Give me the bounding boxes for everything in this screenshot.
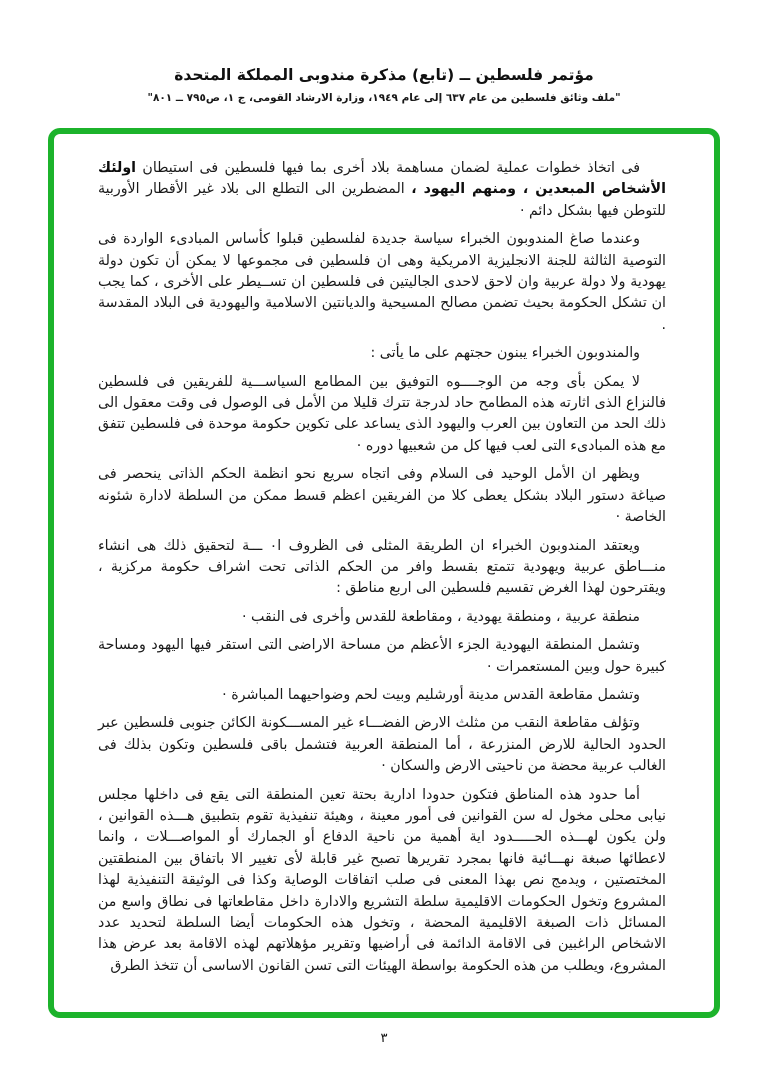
paragraph-text: وعندما صاغ المندوبون الخبراء سياسة جديدة لفلسطين قبلوا كأساس المبادىء الواردة فى التوصية الثالثة للجنة الانجليزية الامريكية وهى ان فلسطين فى مجموعها لا يمكن أن تكون دولة يهودية ولا دولة عربية وان لاحق لاحدى الجاليتين فى فلسطين ان تســيطر على الأخرى ، كما يجب ان تشكل الحكومة بحيث تضمن مصالح المسيحية والديانتين الاسلامية واليهودية فى البلاد المقدسة . xyxy=(98,231,666,333)
paragraph-text: والمندوبون الخبراء يبنون حجتهم على ما يأتى : xyxy=(370,345,640,362)
paragraph-text: أما حدود هذه المناطق فتكون حدودا ادارية بحتة تعين المنطقة التى يقع فى داخلها مجلس نيابى محلى مخول له سن القوانين فى أمور معينة ، وهيئة تنفيذية تقوم بتطبيق هـــذه القوانين ، ولن يكون لهـــذه الحـــــدود اية أهمية من ناحية الدفاع أو الجمارك أو المواصـــلات ، وانما لاعطائها صبغة نهـــائية فانها بمجرد تقريرها تصبح غير قابلة لأى تغيير الا باتفاق بين المنطقتين المختصتين ، ويدمج نص بهذا المعنى فى صلب اتفاقات الوصاية وكذا فى الوثيقة التنفيذية لهذا المشروع وتخول الحكومات الاقليمية سلطة التشريع والادارة داخل مقاطعاتها فى نطاق واسع من المسائل ذات الصبغة الاقليمية المحضة ، وتخول هذه الحكومات أيضا السلطة لتحديد عدد الاشخاص الراغبين فى الاقامة الدائمة فى أراضيها وتقرير مؤهلاتهم لهذه الاقامة بعد عرض هذا المشروع، ويطلب من هذه الحكومة بواسطة الهيئات التى تسن القانون الاساسى أن تتخذ الطرق xyxy=(98,786,666,974)
paragraph-text: لا يمكن بأى وجه من الوجــــوه التوفيق بين المطامع السياســـية للفريقين فى فلسطين فالنزاع الذى اثارته هذه المطامح حاد لدرجة تترك قليلا من الأمل فى الوصول فى وقت معقول الى ذلك الحد من التعاون بين العرب واليهود الذى يساعد على تكوين حكومة موحدة فى فلسطين تتفق مع هذه المبادىء التى لعب فيها كل من شعبيها دوره · xyxy=(98,373,666,454)
document-header xyxy=(0,66,768,104)
paragraph-text: ويظهر ان الأمل الوحيد فى السلام وفى اتجاه سريع نحو انظمة الحكم الذاتى ينحصر فى صياغة دستور البلاد بشكل يعطى كلا من الفريقين اعظم قسط ممكن من السلطة لادارة شئونه الخاصة · xyxy=(98,466,666,526)
highlight-border-box xyxy=(48,128,720,1018)
paragraph-text: فى اتخاذ خطوات عملية لضمان مساهمة بلاد أخرى بما فيها فلسطين فى استيطان xyxy=(136,160,640,176)
paragraph-text: وتشمل مقاطعة القدس مدينة أورشليم وبيت لحم وضواحيهما المباشرة · xyxy=(222,686,640,703)
paragraph-text: منطقة عربية ، ومنطقة يهودية ، ومقاطعة للقدس وأخرى فى النقب · xyxy=(242,608,640,625)
paragraph xyxy=(98,464,666,528)
paragraph xyxy=(98,685,666,706)
paragraph xyxy=(98,785,666,978)
paragraph xyxy=(98,158,666,222)
paragraph-bold-text: اولئك الأشخاص المبعدين ، ومنهم اليهود ، xyxy=(98,160,666,198)
paragraph xyxy=(98,372,666,458)
paragraph-text: وتشمل المنطقة اليهودية الجزء الأعظم من مساحة الاراضى التى استقر فيها اليهود ومساحة كبيرة حول وبين المستعمرات · xyxy=(98,637,666,675)
paragraph-text: وتؤلف مقاطعة النقب من مثلث الارض الفضـــاء غير المســـكونة الكائن جنوبى فلسطين عبر الحدود الحالية للارض المنزرعة ، أما المنطقة العربية فتشمل باقى فلسطين وتكون بذلك فى الغالب عربية محضة من ناحيتى الارض والسكان · xyxy=(98,715,666,775)
paragraph xyxy=(98,536,666,600)
paragraph-text: المضطرين الى التطلع الى بلاد غير الأقطار الأوربية للتوطن فيها بشكل دائم · xyxy=(98,181,666,219)
paragraph-text: ويعتقد المندوبون الخبراء ان الطريقة المثلى فى الظروف ا٠ ـــة لتحقيق ذلك هى انشاء منـــاطق عربية ويهودية تتمتع بقسط وافر من الحكم الذاتى تحت اشراف حكومة مركزية ، ويقترحون لهذا الغرض تقسيم فلسطين الى اربع مناطق : xyxy=(98,537,666,597)
page-number: ٣ xyxy=(380,1031,388,1046)
document-title: مؤتمر فلسطين ــ (تابع) مذكرة مندوبى المملكة المتحدة xyxy=(174,66,594,84)
paragraph xyxy=(98,607,666,628)
document-source-citation: "ملف وثائق فلسطين من عام ٦٣٧ إلى عام ١٩٤٩، وزارة الارشاد القومى، ج ١، ص٧٩٥ ــ ٨٠١" xyxy=(147,92,621,104)
paragraph xyxy=(98,635,666,678)
document-body xyxy=(54,134,714,1002)
paragraph xyxy=(98,713,666,777)
paragraph xyxy=(98,343,666,364)
paragraph xyxy=(98,229,666,336)
